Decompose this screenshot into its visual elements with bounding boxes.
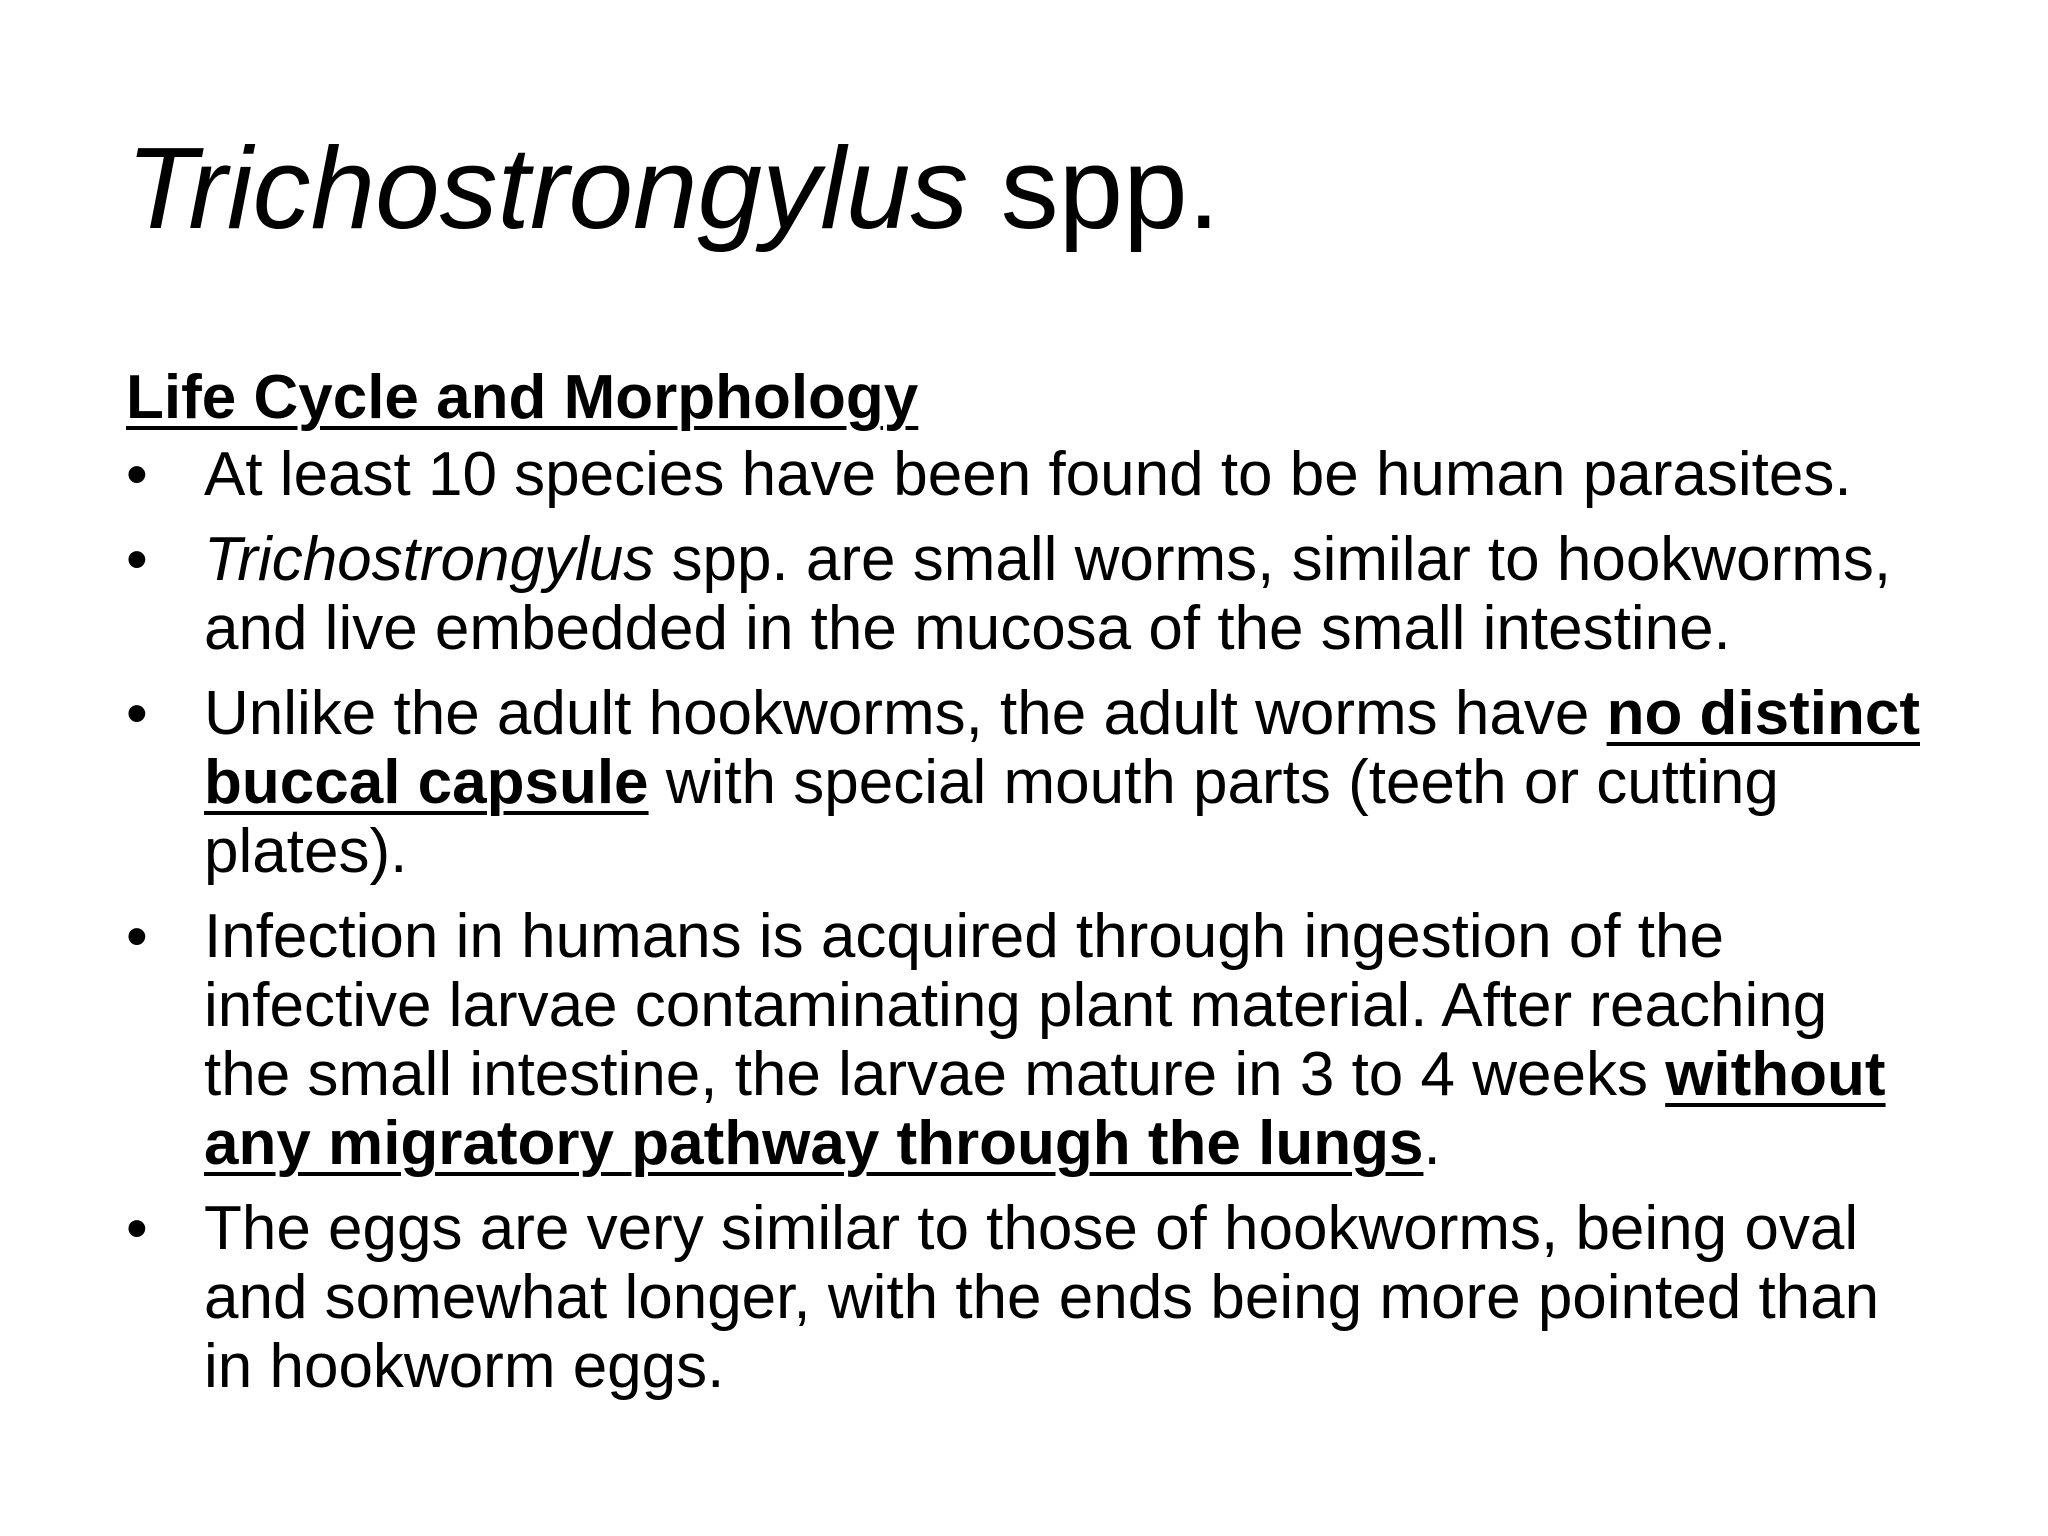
bullet-item-1 <box>126 440 1926 509</box>
bullet-icon: • <box>126 902 148 971</box>
bullet-icon: • <box>126 1194 148 1263</box>
bullet-item-5 <box>126 1194 1926 1401</box>
bullet-text: Unlike the adult hookworms, the adult worms have <box>204 679 1607 748</box>
slide-title <box>126 118 1220 258</box>
bullet-item-4 <box>126 902 1926 1178</box>
title-suffix: spp. <box>968 123 1220 253</box>
bullet-item-3 <box>126 679 1926 886</box>
bullet-text-continued: with special mouth parts (teeth or cutting plates). <box>204 748 1779 886</box>
bullet-emphasis: no distinct buccal capsule <box>204 679 1920 817</box>
bullet-text: At least 10 species have been found to be human parasites. <box>204 440 1852 509</box>
bullet-text: The eggs are very similar to those of hookworms, being oval and somewhat longer, with the ends being more pointed than in hookworm eggs. <box>204 1194 1880 1401</box>
title-genus: Trichostrongylus <box>126 123 969 253</box>
bullet-text: spp. are small worms, similar to hookworms, and live embedded in the mucosa of the small intestine. <box>204 525 1892 663</box>
slide-content <box>126 360 1926 1417</box>
bullet-icon: • <box>126 440 148 509</box>
bullet-icon: • <box>126 525 148 594</box>
bullet-list <box>126 440 1926 1401</box>
bullet-text: Infection in humans is acquired through ingestion of the infective larvae contaminating plant material. After reaching the small intestine, the larvae mature in 3 to 4 weeks <box>204 902 1828 1109</box>
bullet-icon: • <box>126 679 148 748</box>
bullet-emphasis: without any migratory pathway through the lungs <box>204 1040 1886 1178</box>
bullet-text-continued: . <box>1423 1109 1441 1178</box>
bullet-item-2 <box>126 525 1926 663</box>
section-heading: Life Cycle and Morphology <box>126 363 919 432</box>
bullet-italic-text: Trichostrongylus <box>204 525 655 594</box>
